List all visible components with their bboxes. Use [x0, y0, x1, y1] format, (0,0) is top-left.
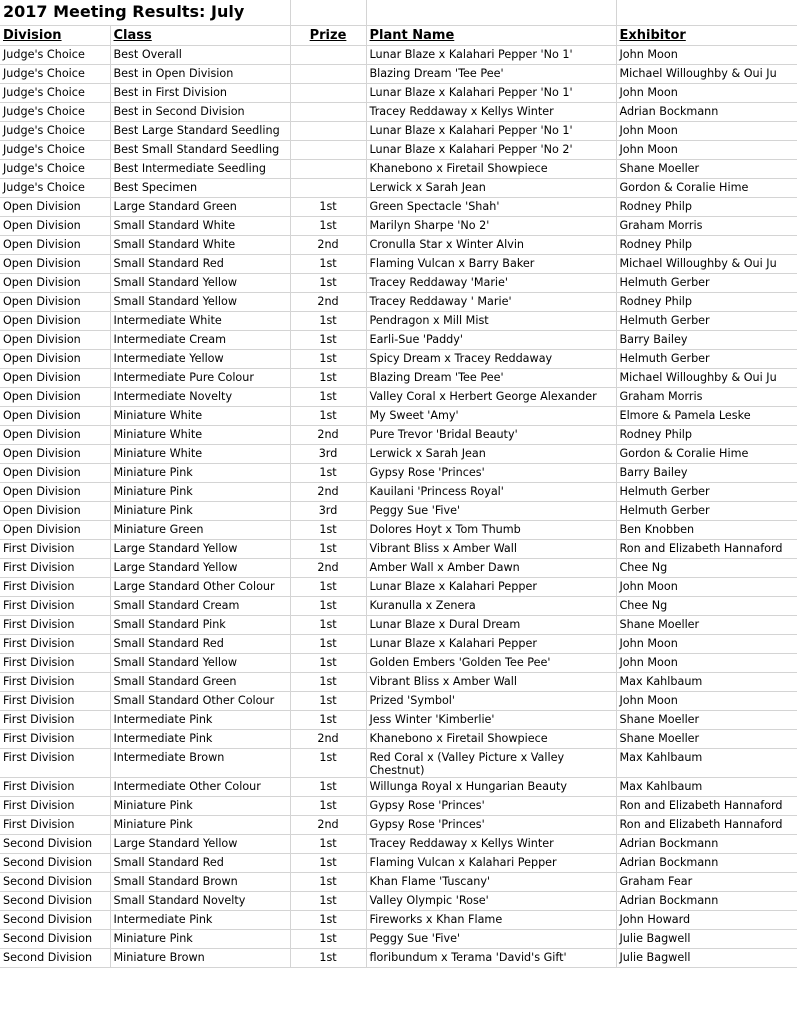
table-row [0, 425, 797, 444]
plant-name-cell[interactable]: Khanebono x Firetail Showpiece [366, 729, 616, 748]
division-cell[interactable]: Open Division [0, 482, 110, 501]
table-row [0, 254, 797, 273]
exhibitor-cell[interactable]: Max Kahlbaum [616, 748, 797, 777]
header-class[interactable]: Class [110, 25, 290, 45]
plant-name-cell[interactable]: Willunga Royal x Hungarian Beauty [366, 777, 616, 796]
class-cell[interactable]: Large Standard Yellow [110, 539, 290, 558]
page-title: 2017 Meeting Results: July [0, 0, 290, 25]
division-cell[interactable]: Judge's Choice [0, 159, 110, 178]
exhibitor-cell[interactable]: Gordon & Coralie Hime [616, 444, 797, 463]
class-cell[interactable]: Miniature Brown [110, 948, 290, 967]
prize-cell[interactable]: 1st [290, 216, 366, 235]
prize-cell[interactable]: 1st [290, 311, 366, 330]
table-row [0, 83, 797, 102]
plant-name-cell[interactable]: Lunar Blaze x Kalahari Pepper [366, 634, 616, 653]
prize-cell[interactable]: 1st [290, 796, 366, 815]
prize-cell[interactable] [290, 121, 366, 140]
division-cell[interactable]: Open Division [0, 292, 110, 311]
plant-name-cell[interactable]: Fireworks x Khan Flame [366, 910, 616, 929]
prize-cell[interactable]: 1st [290, 273, 366, 292]
prize-cell[interactable]: 1st [290, 520, 366, 539]
table-row [0, 178, 797, 197]
plant-name-cell[interactable]: Khan Flame 'Tuscany' [366, 872, 616, 891]
prize-cell[interactable] [290, 64, 366, 83]
class-cell[interactable]: Intermediate Cream [110, 330, 290, 349]
plant-name-cell[interactable]: Tracey Reddaway 'Marie' [366, 273, 616, 292]
table-row [0, 634, 797, 653]
division-cell[interactable]: Second Division [0, 948, 110, 967]
plant-name-cell[interactable]: Valley Coral x Herbert George Alexander [366, 387, 616, 406]
division-cell[interactable]: Judge's Choice [0, 64, 110, 83]
division-cell[interactable]: First Division [0, 615, 110, 634]
header-row [0, 25, 797, 45]
prize-cell[interactable]: 1st [290, 577, 366, 596]
table-row [0, 463, 797, 482]
prize-cell[interactable]: 1st [290, 254, 366, 273]
class-cell[interactable]: Miniature Pink [110, 929, 290, 948]
table-row [0, 292, 797, 311]
exhibitor-cell[interactable]: Rodney Philp [616, 292, 797, 311]
plant-name-cell[interactable]: Marilyn Sharpe 'No 2' [366, 216, 616, 235]
exhibitor-cell[interactable]: John Moon [616, 83, 797, 102]
class-cell[interactable]: Miniature Pink [110, 501, 290, 520]
table-row [0, 815, 797, 834]
plant-name-cell[interactable]: Cronulla Star x Winter Alvin [366, 235, 616, 254]
prize-cell[interactable]: 1st [290, 710, 366, 729]
plant-name-cell[interactable]: Lunar Blaze x Kalahari Pepper [366, 577, 616, 596]
table-row [0, 558, 797, 577]
prize-cell[interactable]: 1st [290, 349, 366, 368]
table-row [0, 615, 797, 634]
table-row [0, 482, 797, 501]
prize-cell[interactable]: 1st [290, 615, 366, 634]
class-cell[interactable]: Small Standard White [110, 235, 290, 254]
class-cell[interactable]: Best Intermediate Seedling [110, 159, 290, 178]
division-cell[interactable]: First Division [0, 577, 110, 596]
table-row [0, 748, 797, 777]
exhibitor-cell[interactable]: Gordon & Coralie Hime [616, 178, 797, 197]
table-row [0, 929, 797, 948]
class-cell[interactable]: Large Standard Other Colour [110, 577, 290, 596]
division-cell[interactable]: Second Division [0, 853, 110, 872]
table-row [0, 140, 797, 159]
plant-name-cell[interactable]: Vibrant Bliss x Amber Wall [366, 672, 616, 691]
table-row [0, 216, 797, 235]
exhibitor-cell[interactable]: Chee Ng [616, 558, 797, 577]
plant-name-cell[interactable]: floribundum x Terama 'David's Gift' [366, 948, 616, 967]
prize-cell[interactable]: 1st [290, 596, 366, 615]
exhibitor-cell[interactable]: Michael Willoughby & Oui Ju [616, 64, 797, 83]
exhibitor-cell[interactable]: Rodney Philp [616, 425, 797, 444]
plant-name-cell[interactable]: Flaming Vulcan x Barry Baker [366, 254, 616, 273]
class-cell[interactable]: Small Standard Yellow [110, 273, 290, 292]
plant-name-cell[interactable]: Red Coral x (Valley Picture x Valley Chestnut) [366, 748, 616, 777]
division-cell[interactable]: Open Division [0, 197, 110, 216]
class-cell[interactable]: Intermediate Yellow [110, 349, 290, 368]
division-cell[interactable]: First Division [0, 710, 110, 729]
division-cell[interactable]: Open Division [0, 311, 110, 330]
prize-cell[interactable]: 1st [290, 691, 366, 710]
exhibitor-cell[interactable]: Julie Bagwell [616, 929, 797, 948]
table-row [0, 235, 797, 254]
exhibitor-cell[interactable]: Barry Bailey [616, 330, 797, 349]
plant-name-cell[interactable]: Vibrant Bliss x Amber Wall [366, 539, 616, 558]
exhibitor-cell[interactable]: Helmuth Gerber [616, 311, 797, 330]
plant-name-cell[interactable]: Lunar Blaze x Kalahari Pepper 'No 2' [366, 140, 616, 159]
class-cell[interactable]: Miniature Green [110, 520, 290, 539]
table-row [0, 796, 797, 815]
plant-name-cell[interactable]: Pendragon x Mill Mist [366, 311, 616, 330]
division-cell[interactable]: Judge's Choice [0, 178, 110, 197]
class-cell[interactable]: Small Standard Yellow [110, 292, 290, 311]
class-cell[interactable]: Best in Second Division [110, 102, 290, 121]
class-cell[interactable]: Small Standard Red [110, 254, 290, 273]
prize-cell[interactable]: 1st [290, 197, 366, 216]
division-cell[interactable]: Open Division [0, 406, 110, 425]
plant-name-cell[interactable]: Earli-Sue 'Paddy' [366, 330, 616, 349]
prize-cell[interactable]: 1st [290, 330, 366, 349]
prize-cell[interactable]: 1st [290, 948, 366, 967]
prize-cell[interactable]: 3rd [290, 444, 366, 463]
division-cell[interactable]: First Division [0, 815, 110, 834]
division-cell[interactable]: Open Division [0, 387, 110, 406]
division-cell[interactable]: Second Division [0, 891, 110, 910]
exhibitor-cell[interactable]: Adrian Bockmann [616, 834, 797, 853]
table-row [0, 872, 797, 891]
exhibitor-cell[interactable]: Adrian Bockmann [616, 853, 797, 872]
table-row [0, 197, 797, 216]
exhibitor-cell[interactable]: Helmuth Gerber [616, 349, 797, 368]
division-cell[interactable]: First Division [0, 672, 110, 691]
exhibitor-cell[interactable]: Rodney Philp [616, 235, 797, 254]
exhibitor-cell[interactable]: Ron and Elizabeth Hannaford [616, 539, 797, 558]
table-row [0, 891, 797, 910]
plant-name-cell[interactable]: Valley Olympic 'Rose' [366, 891, 616, 910]
division-cell[interactable]: First Division [0, 596, 110, 615]
exhibitor-cell[interactable]: Helmuth Gerber [616, 482, 797, 501]
division-cell[interactable]: Second Division [0, 872, 110, 891]
table-row [0, 349, 797, 368]
exhibitor-cell[interactable]: Ron and Elizabeth Hannaford [616, 815, 797, 834]
division-cell[interactable]: Second Division [0, 929, 110, 948]
class-cell[interactable]: Best in Open Division [110, 64, 290, 83]
division-cell[interactable]: Open Division [0, 235, 110, 254]
prize-cell[interactable]: 1st [290, 748, 366, 777]
exhibitor-cell[interactable]: John Moon [616, 577, 797, 596]
exhibitor-cell[interactable]: Adrian Bockmann [616, 102, 797, 121]
exhibitor-cell[interactable]: Ron and Elizabeth Hannaford [616, 796, 797, 815]
table-row [0, 777, 797, 796]
table-row [0, 387, 797, 406]
plant-name-cell[interactable]: Lunar Blaze x Dural Dream [366, 615, 616, 634]
class-cell[interactable]: Small Standard Brown [110, 872, 290, 891]
exhibitor-cell[interactable]: Shane Moeller [616, 729, 797, 748]
prize-cell[interactable]: 1st [290, 672, 366, 691]
division-cell[interactable]: Open Division [0, 425, 110, 444]
prize-cell[interactable]: 1st [290, 891, 366, 910]
exhibitor-cell[interactable]: Adrian Bockmann [616, 891, 797, 910]
division-cell[interactable]: Open Division [0, 368, 110, 387]
plant-name-cell[interactable]: Green Spectacle 'Shah' [366, 197, 616, 216]
class-cell[interactable]: Large Standard Yellow [110, 834, 290, 853]
prize-cell[interactable] [290, 102, 366, 121]
prize-cell[interactable]: 2nd [290, 729, 366, 748]
class-cell[interactable]: Intermediate White [110, 311, 290, 330]
class-cell[interactable]: Best Specimen [110, 178, 290, 197]
prize-cell[interactable]: 1st [290, 853, 366, 872]
plant-name-cell[interactable]: Lerwick x Sarah Jean [366, 444, 616, 463]
division-cell[interactable]: Open Division [0, 501, 110, 520]
plant-name-cell[interactable]: Gypsy Rose 'Princes' [366, 796, 616, 815]
prize-cell[interactable]: 1st [290, 406, 366, 425]
plant-name-cell[interactable]: Gypsy Rose 'Princes' [366, 463, 616, 482]
exhibitor-cell[interactable]: Shane Moeller [616, 710, 797, 729]
prize-cell[interactable]: 3rd [290, 501, 366, 520]
class-cell[interactable]: Best Large Standard Seedling [110, 121, 290, 140]
class-cell[interactable]: Intermediate Novelty [110, 387, 290, 406]
division-cell[interactable]: Open Division [0, 216, 110, 235]
plant-name-cell[interactable]: Kuranulla x Zenera [366, 596, 616, 615]
exhibitor-cell[interactable]: Shane Moeller [616, 615, 797, 634]
division-cell[interactable]: First Division [0, 777, 110, 796]
prize-cell[interactable] [290, 178, 366, 197]
plant-name-cell[interactable]: Dolores Hoyt x Tom Thumb [366, 520, 616, 539]
class-cell[interactable]: Small Standard Red [110, 634, 290, 653]
table-row [0, 710, 797, 729]
class-cell[interactable]: Small Standard Cream [110, 596, 290, 615]
plant-name-cell[interactable]: Blazing Dream 'Tee Pee' [366, 64, 616, 83]
prize-cell[interactable]: 1st [290, 653, 366, 672]
table-row [0, 121, 797, 140]
prize-cell[interactable]: 2nd [290, 425, 366, 444]
division-cell[interactable]: Second Division [0, 834, 110, 853]
prize-cell[interactable]: 1st [290, 872, 366, 891]
table-row [0, 853, 797, 872]
division-cell[interactable]: Judge's Choice [0, 121, 110, 140]
header-plant-name[interactable]: Plant Name [366, 25, 616, 45]
prize-cell[interactable]: 1st [290, 387, 366, 406]
exhibitor-cell[interactable]: Shane Moeller [616, 159, 797, 178]
prize-cell[interactable]: 1st [290, 463, 366, 482]
table-row [0, 653, 797, 672]
class-cell[interactable]: Small Standard Yellow [110, 653, 290, 672]
exhibitor-cell[interactable]: John Moon [616, 691, 797, 710]
class-cell[interactable]: Intermediate Pink [110, 910, 290, 929]
plant-name-cell[interactable]: Flaming Vulcan x Kalahari Pepper [366, 853, 616, 872]
table-row [0, 834, 797, 853]
exhibitor-cell[interactable]: Barry Bailey [616, 463, 797, 482]
exhibitor-cell[interactable]: John Moon [616, 140, 797, 159]
exhibitor-cell[interactable]: Ben Knobben [616, 520, 797, 539]
plant-name-cell[interactable]: Peggy Sue 'Five' [366, 501, 616, 520]
exhibitor-cell[interactable]: Graham Morris [616, 387, 797, 406]
plant-name-cell[interactable]: Blazing Dream 'Tee Pee' [366, 368, 616, 387]
plant-name-cell[interactable]: Jess Winter 'Kimberlie' [366, 710, 616, 729]
division-cell[interactable]: First Division [0, 539, 110, 558]
division-cell[interactable]: Open Division [0, 520, 110, 539]
table-row [0, 444, 797, 463]
plant-name-cell[interactable]: Tracey Reddaway ' Marie' [366, 292, 616, 311]
prize-cell[interactable] [290, 83, 366, 102]
prize-cell[interactable]: 2nd [290, 815, 366, 834]
class-cell[interactable]: Intermediate Pink [110, 710, 290, 729]
class-cell[interactable]: Large Standard Green [110, 197, 290, 216]
division-cell[interactable]: First Division [0, 796, 110, 815]
prize-cell[interactable] [290, 45, 366, 64]
division-cell[interactable]: First Division [0, 748, 110, 777]
division-cell[interactable]: Open Division [0, 349, 110, 368]
class-cell[interactable]: Large Standard Yellow [110, 558, 290, 577]
class-cell[interactable]: Intermediate Other Colour [110, 777, 290, 796]
table-row [0, 273, 797, 292]
exhibitor-cell[interactable]: John Moon [616, 634, 797, 653]
class-cell[interactable]: Small Standard Other Colour [110, 691, 290, 710]
empty-cell [616, 0, 797, 25]
table-row [0, 45, 797, 64]
division-cell[interactable]: Open Division [0, 463, 110, 482]
prize-cell[interactable]: 2nd [290, 292, 366, 311]
empty-cell [366, 0, 616, 25]
table-row [0, 64, 797, 83]
exhibitor-cell[interactable]: John Moon [616, 45, 797, 64]
exhibitor-cell[interactable]: Helmuth Gerber [616, 273, 797, 292]
empty-cell [290, 0, 366, 25]
table-row [0, 729, 797, 748]
exhibitor-cell[interactable]: John Moon [616, 653, 797, 672]
division-cell[interactable]: First Division [0, 729, 110, 748]
division-cell[interactable]: Second Division [0, 910, 110, 929]
division-cell[interactable]: Judge's Choice [0, 45, 110, 64]
division-cell[interactable]: First Division [0, 634, 110, 653]
exhibitor-cell[interactable]: Max Kahlbaum [616, 777, 797, 796]
plant-name-cell[interactable]: Pure Trevor 'Bridal Beauty' [366, 425, 616, 444]
class-cell[interactable]: Miniature White [110, 444, 290, 463]
plant-name-cell[interactable]: Tracey Reddaway x Kellys Winter [366, 102, 616, 121]
header-division[interactable]: Division [0, 25, 110, 45]
table-row [0, 406, 797, 425]
prize-cell[interactable]: 2nd [290, 482, 366, 501]
class-cell[interactable]: Intermediate Brown [110, 748, 290, 777]
table-row [0, 102, 797, 121]
table-row [0, 691, 797, 710]
exhibitor-cell[interactable]: Rodney Philp [616, 197, 797, 216]
prize-cell[interactable]: 1st [290, 777, 366, 796]
plant-name-cell[interactable]: Tracey Reddaway x Kellys Winter [366, 834, 616, 853]
table-row [0, 539, 797, 558]
division-cell[interactable]: Open Division [0, 254, 110, 273]
class-cell[interactable]: Miniature Pink [110, 463, 290, 482]
class-cell[interactable]: Best in First Division [110, 83, 290, 102]
class-cell[interactable]: Miniature White [110, 425, 290, 444]
exhibitor-cell[interactable]: Graham Morris [616, 216, 797, 235]
plant-name-cell[interactable]: Lerwick x Sarah Jean [366, 178, 616, 197]
class-cell[interactable]: Miniature Pink [110, 482, 290, 501]
division-cell[interactable]: Judge's Choice [0, 102, 110, 121]
exhibitor-cell[interactable]: Elmore & Pamela Leske [616, 406, 797, 425]
plant-name-cell[interactable]: My Sweet 'Amy' [366, 406, 616, 425]
plant-name-cell[interactable]: Lunar Blaze x Kalahari Pepper 'No 1' [366, 83, 616, 102]
table-row [0, 501, 797, 520]
prize-cell[interactable]: 1st [290, 910, 366, 929]
prize-cell[interactable]: 1st [290, 634, 366, 653]
header-prize[interactable]: Prize [290, 25, 366, 45]
class-cell[interactable]: Small Standard Green [110, 672, 290, 691]
exhibitor-cell[interactable]: Julie Bagwell [616, 948, 797, 967]
table-row [0, 948, 797, 967]
plant-name-cell[interactable]: Kauilani 'Princess Royal' [366, 482, 616, 501]
plant-name-cell[interactable]: Khanebono x Firetail Showpiece [366, 159, 616, 178]
plant-name-cell[interactable]: Lunar Blaze x Kalahari Pepper 'No 1' [366, 121, 616, 140]
class-cell[interactable]: Small Standard Novelty [110, 891, 290, 910]
prize-cell[interactable]: 1st [290, 834, 366, 853]
class-cell[interactable]: Intermediate Pink [110, 729, 290, 748]
class-cell[interactable]: Small Standard Red [110, 853, 290, 872]
plant-name-cell[interactable]: Amber Wall x Amber Dawn [366, 558, 616, 577]
table-row [0, 596, 797, 615]
table-row [0, 577, 797, 596]
prize-cell[interactable]: 2nd [290, 235, 366, 254]
header-exhibitor[interactable]: Exhibitor [616, 25, 797, 45]
prize-cell[interactable]: 1st [290, 368, 366, 387]
table-row [0, 368, 797, 387]
class-cell[interactable]: Miniature Pink [110, 796, 290, 815]
division-cell[interactable]: First Division [0, 653, 110, 672]
prize-cell[interactable]: 1st [290, 929, 366, 948]
class-cell[interactable]: Miniature Pink [110, 815, 290, 834]
class-cell[interactable]: Intermediate Pure Colour [110, 368, 290, 387]
table-row [0, 311, 797, 330]
class-cell[interactable]: Small Standard Pink [110, 615, 290, 634]
exhibitor-cell[interactable]: Graham Fear [616, 872, 797, 891]
plant-name-cell[interactable]: Peggy Sue 'Five' [366, 929, 616, 948]
plant-name-cell[interactable]: Prized 'Symbol' [366, 691, 616, 710]
exhibitor-cell[interactable]: Helmuth Gerber [616, 501, 797, 520]
exhibitor-cell[interactable]: Max Kahlbaum [616, 672, 797, 691]
plant-name-cell[interactable]: Lunar Blaze x Kalahari Pepper 'No 1' [366, 45, 616, 64]
exhibitor-cell[interactable]: John Howard [616, 910, 797, 929]
class-cell[interactable]: Small Standard White [110, 216, 290, 235]
class-cell[interactable]: Miniature White [110, 406, 290, 425]
division-cell[interactable]: Judge's Choice [0, 83, 110, 102]
title-row [0, 0, 797, 25]
plant-name-cell[interactable]: Golden Embers 'Golden Tee Pee' [366, 653, 616, 672]
plant-name-cell[interactable]: Gypsy Rose 'Princes' [366, 815, 616, 834]
division-cell[interactable]: Judge's Choice [0, 140, 110, 159]
table-row [0, 330, 797, 349]
table-row [0, 520, 797, 539]
prize-cell[interactable]: 2nd [290, 558, 366, 577]
table-row [0, 910, 797, 929]
table-row [0, 672, 797, 691]
prize-cell[interactable] [290, 159, 366, 178]
division-cell[interactable]: Open Division [0, 444, 110, 463]
division-cell[interactable]: First Division [0, 691, 110, 710]
plant-name-cell[interactable]: Spicy Dream x Tracey Reddaway [366, 349, 616, 368]
class-cell[interactable]: Best Small Standard Seedling [110, 140, 290, 159]
exhibitor-cell[interactable]: John Moon [616, 121, 797, 140]
exhibitor-cell[interactable]: Michael Willoughby & Oui Ju [616, 368, 797, 387]
division-cell[interactable]: First Division [0, 558, 110, 577]
division-cell[interactable]: Open Division [0, 273, 110, 292]
table-row [0, 159, 797, 178]
class-cell[interactable]: Best Overall [110, 45, 290, 64]
prize-cell[interactable]: 1st [290, 539, 366, 558]
exhibitor-cell[interactable]: Michael Willoughby & Oui Ju [616, 254, 797, 273]
prize-cell[interactable] [290, 140, 366, 159]
exhibitor-cell[interactable]: Chee Ng [616, 596, 797, 615]
division-cell[interactable]: Open Division [0, 330, 110, 349]
